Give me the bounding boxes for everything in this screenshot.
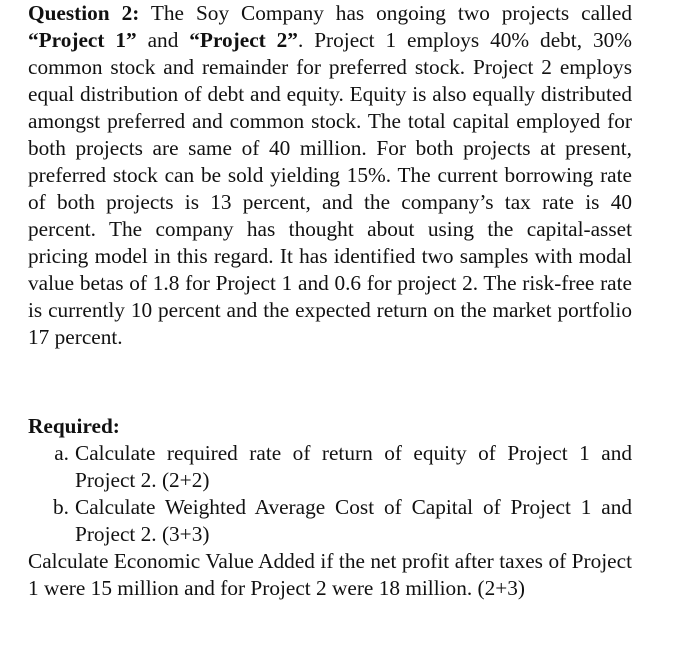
required-final-item: Calculate Economic Value Added if the net profit after taxes of Project 1 were 15 million and for Project 2 were 18 million. (2+3): [28, 549, 632, 600]
section-gap: [28, 351, 632, 413]
required-item-a: [28, 440, 632, 494]
required-item-text: Calculate required rate of return of equity of Project 1 and Project 2. (2+2): [75, 441, 632, 492]
required-item-marker: a.: [54, 441, 69, 465]
project1-name: “Project 1”: [28, 28, 137, 52]
required-item-b: [28, 494, 632, 548]
question-text-1: The Soy Company has ongoing two projects called: [139, 1, 632, 25]
project2-name: “Project 2”: [189, 28, 298, 52]
question-paragraph: [28, 0, 632, 351]
required-heading: Required:: [28, 414, 120, 438]
required-item-text: Calculate Weighted Average Cost of Capital of Project 1 and Project 2. (3+3): [75, 495, 632, 546]
question-text-2: and: [136, 28, 190, 52]
required-list: [28, 440, 632, 548]
question-label: Question 2:: [28, 1, 140, 25]
required-item-marker: b.: [53, 495, 69, 519]
document-body: [28, 0, 632, 602]
question-text-3: . Project 1 employs 40% debt, 30% common stock and remainder for preferred stock. Project 2 employs equal distribution of debt and equity. Equity is also equally distributed amongst preferred and common stock. The total capital employed for both projects are same of 40 million. For both projects at present, preferred stock can be sold yielding 15%. The current borrowing rate of both projects is 13 percent, and the company’s tax rate is 40 percent. The company has thought about using the capital-asset pricing model in this regard. It has identified two samples with modal value betas of 1.8 for Project 1 and 0.6 for project 2. The risk-free rate is currently 10 percent and the expected return on the market portfolio 17 percent.: [28, 28, 632, 349]
